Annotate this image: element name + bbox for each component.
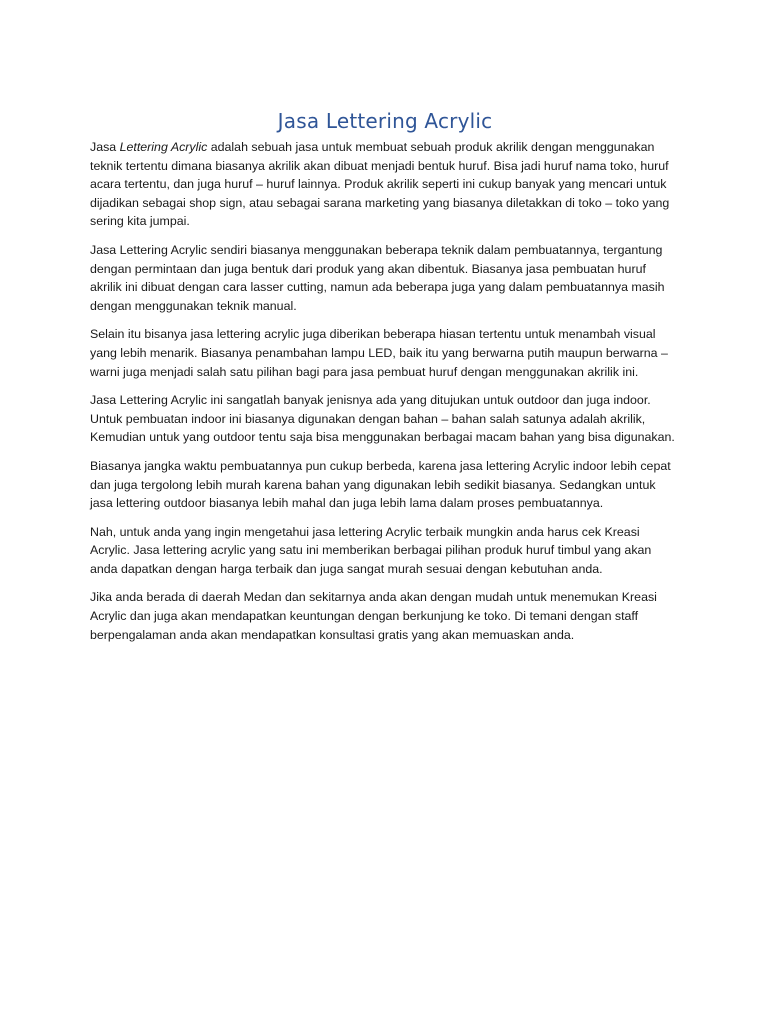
paragraph: Biasanya jangka waktu pembuatannya pun cukup berbeda, karena jasa lettering Acrylic indoor lebih cepat dan juga tergolong lebih murah karena bahan yang digunakan lebih sedikit biasanya. Sedangkan untuk jasa lettering outdoor biasanya lebih mahal dan juga lebih lama dalam proses pembuatannya. bbox=[90, 458, 671, 511]
intro-rest: adalah sebuah jasa untuk membuat sebuah produk akrilik dengan menggunakan teknik tertentu dimana biasanya akrilik akan dibuat menjadi bentuk huruf. Bisa jadi huruf nama toko, huruf acara tertentu, dan juga huruf – huruf lainnya. Produk akrilik seperti ini cukup banyak yang mencari untuk dijadikan sebagai shop sign, atau sebagai sarana marketing yang biasanya diletakkan di toko – toko yang sering kita jumpai. bbox=[90, 140, 670, 229]
paragraph: Selain itu bisanya jasa lettering acrylic juga diberikan beberapa hiasan tertentu untuk menambah visual yang lebih menarik. Biasanya penambahan lampu LED, baik itu yang berwarna putih maupun berwarna – warni juga menjadi salah satu pilihan bagi para jasa pembuat huruf dengan menggunakan akrilik ini. bbox=[90, 327, 668, 379]
paragraph: Jasa Lettering Acrylic ini sangatlah banyak jenisnya ada yang ditujukan untuk outdoor dan juga indoor. Untuk pembuatan indoor ini biasanya digunakan dengan bahan – bahan salah satunya adalah akrilik, Kemudian untuk yang outdoor tentu saja bisa menggunakan berbagai macam bahan yang bisa digunakan. bbox=[90, 393, 675, 445]
intro-prefix: Jasa bbox=[90, 140, 120, 154]
document-title: Jasa Lettering Acrylic bbox=[277, 109, 493, 133]
paragraph: Jasa Lettering Acrylic sendiri biasanya menggunakan beberapa teknik dalam pembuatannya, tergantung dengan permintaan dan juga bentuk dari produk yang akan dibentuk. Biasanya jasa pembuatan huruf akrilik ini dibuat dengan cara lasser cutting, namun ada beberapa juga yang dalam pembuatannya masih dengan menggunakan teknik manual. bbox=[90, 242, 665, 313]
intro-emphasis: Lettering Acrylic bbox=[119, 140, 208, 154]
paragraph: Jika anda berada di daerah Medan dan sekitarnya anda akan dengan mudah untuk menemukan Kreasi Acrylic dan juga akan mendapatkan keuntungan dengan berkunjung ke toko. Di temani dengan staff berpengalaman anda akan mendapatkan konsultasi gratis yang akan memuaskan anda. bbox=[90, 590, 657, 642]
document-body bbox=[90, 108, 680, 654]
paragraph: Nah, untuk anda yang ingin mengetahui jasa lettering Acrylic terbaik mungkin anda harus cek Kreasi Acrylic. Jasa lettering acrylic yang satu ini memberikan berbagai pilihan produk huruf timbul yang akan anda dapatkan dengan harga terbaik dan juga sangat murah sesuai dengan kebutuhan anda. bbox=[90, 524, 652, 576]
paragraph-intro bbox=[90, 138, 680, 231]
